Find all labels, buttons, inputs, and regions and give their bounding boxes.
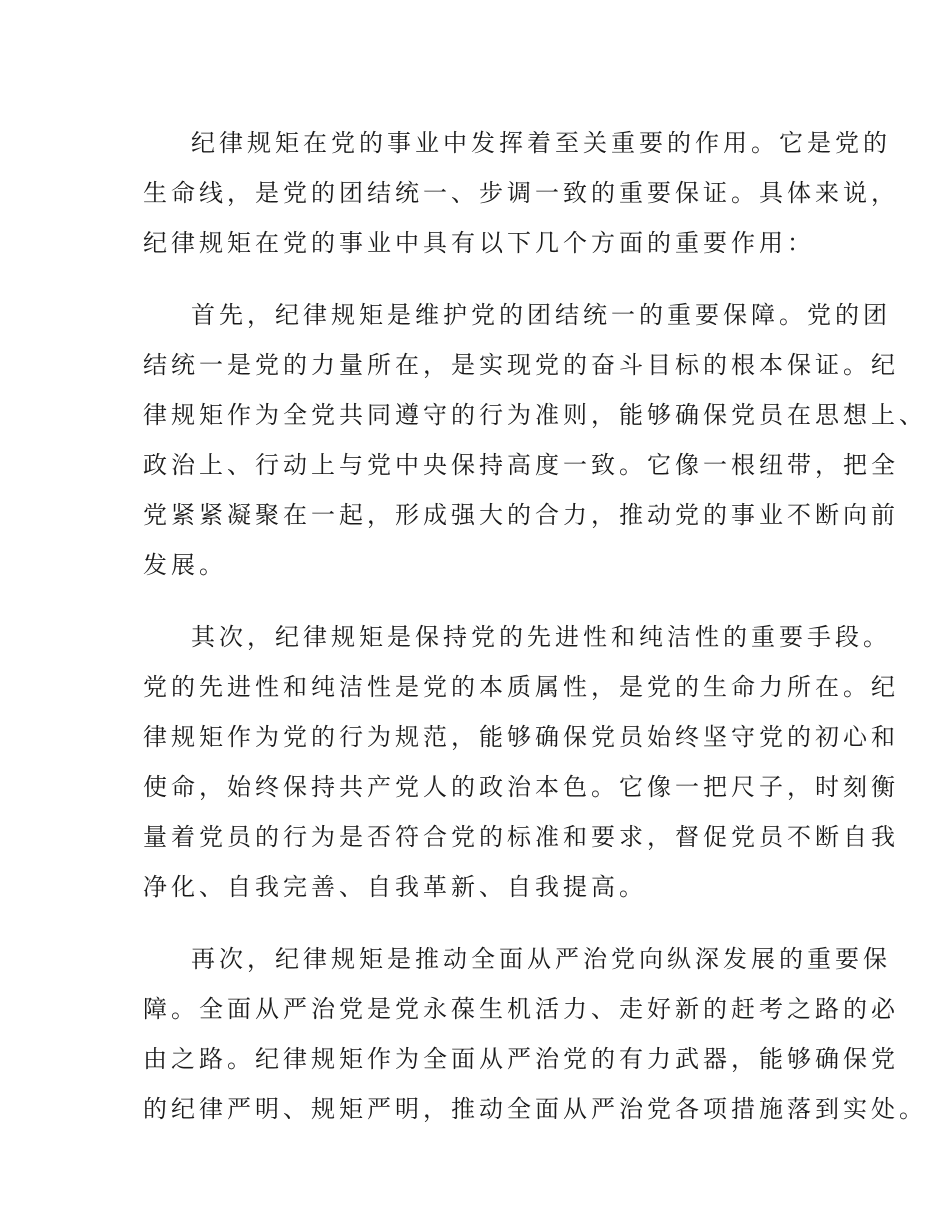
paragraph-line: 使命，始终保持共产党人的政治本色。它像一把尺子，时刻衡: [143, 773, 899, 801]
paragraph-second: [143, 612, 899, 912]
paragraph-first: [143, 290, 927, 590]
paragraph-line: 的纪律严明、规矩严明，推动全面从严治党各项措施落到实处。: [143, 1095, 927, 1123]
paragraph-line: 再次，纪律规矩是推动全面从严治党向纵深发展的重要保: [191, 945, 891, 973]
paragraph-line: 障。全面从严治党是党永葆生机活力、走好新的赶考之路的必: [143, 995, 899, 1023]
paragraph-line: 由之路。纪律规矩作为全面从严治党的有力武器，能够确保党: [143, 1045, 899, 1073]
paragraph-line: 其次，纪律规矩是保持党的先进性和纯洁性的重要手段。: [191, 623, 891, 651]
paragraph-line: 结统一是党的力量所在，是实现党的奋斗目标的根本保证。纪: [143, 351, 899, 379]
paragraph-spacer: [143, 268, 811, 290]
document-body: [143, 118, 927, 1134]
paragraph-line: 律规矩作为党的行为规范，能够确保党员始终坚守党的初心和: [143, 723, 899, 751]
paragraph-line: 律规矩作为全党共同遵守的行为准则，能够确保党员在思想上、: [143, 401, 927, 429]
paragraph-line: 首先，纪律规矩是维护党的团结统一的重要保障。党的团: [191, 301, 891, 329]
paragraph-line: 纪律规矩在党的事业中发挥着至关重要的作用。它是党的: [191, 129, 891, 157]
paragraph-line: 党的先进性和纯洁性是党的本质属性，是党的生命力所在。纪: [143, 673, 899, 701]
paragraph-third: [143, 934, 927, 1134]
paragraph-line: 生命线，是党的团结统一、步调一致的重要保证。具体来说，: [143, 179, 899, 207]
paragraph-line: 净化、自我完善、自我革新、自我提高。: [143, 873, 647, 901]
paragraph-intro: [143, 118, 899, 268]
paragraph-line: 量着党员的行为是否符合党的标准和要求，督促党员不断自我: [143, 823, 899, 851]
paragraph-spacer: [143, 912, 811, 934]
paragraph-spacer: [143, 590, 811, 612]
paragraph-line: 纪律规矩在党的事业中具有以下几个方面的重要作用：: [143, 229, 815, 257]
paragraph-line: 发展。: [143, 551, 227, 579]
paragraph-line: 党紧紧凝聚在一起，形成强大的合力，推动党的事业不断向前: [143, 501, 899, 529]
paragraph-line: 政治上、行动上与党中央保持高度一致。它像一根纽带，把全: [143, 451, 899, 479]
